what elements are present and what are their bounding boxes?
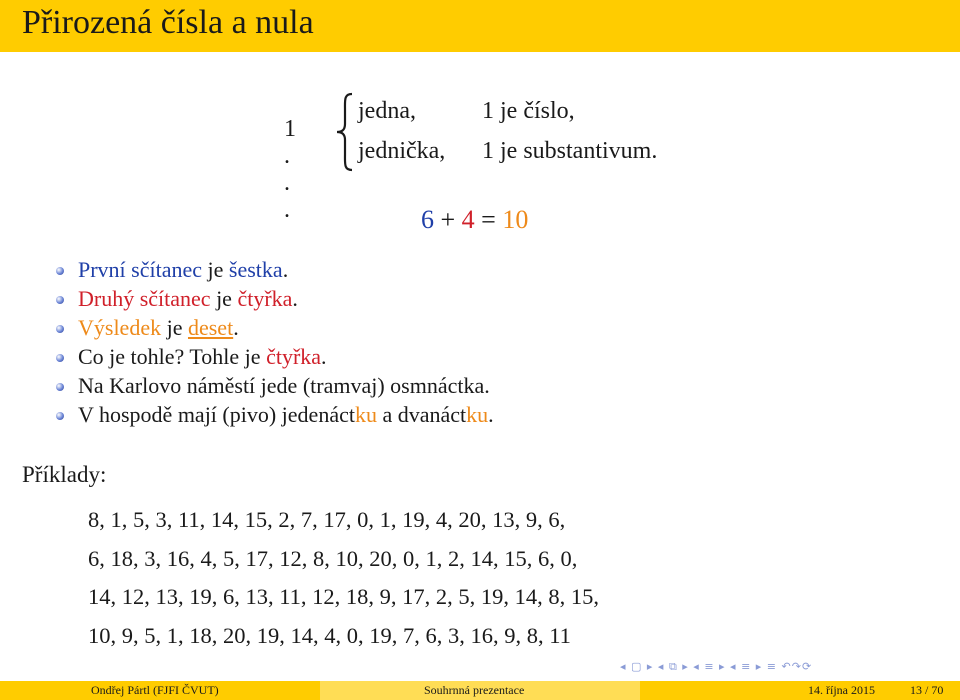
footer-presentation: Souhrnná prezentace bbox=[424, 683, 525, 697]
bullet-text-part: V hospodě mají (pivo) jedenáct bbox=[78, 402, 355, 427]
brace-meaning-1: 1 je číslo, bbox=[482, 98, 575, 124]
footer-author: Ondřej Pártl (FJFI ČVUT) bbox=[91, 683, 219, 697]
number-sequence bbox=[88, 507, 599, 661]
equation-plus: + bbox=[440, 205, 456, 234]
bullet-text-part: a dvanáct bbox=[376, 402, 467, 427]
footer bbox=[0, 681, 960, 700]
number-row: 8, 1, 5, 3, 11, 14, 15, 2, 7, 17, 0, 1, 19, 4, 20, 13, 9, 6, bbox=[88, 507, 566, 532]
bullet-text-part: . bbox=[321, 344, 327, 369]
left-brace-icon bbox=[334, 92, 356, 172]
bullet-text bbox=[78, 402, 494, 428]
bullet-text-part: . bbox=[292, 286, 298, 311]
bullet-text-part: ku bbox=[466, 402, 489, 427]
bullet-text bbox=[78, 286, 298, 312]
bullet-icon bbox=[56, 354, 64, 362]
bullet-text bbox=[78, 373, 490, 399]
bullet-icon bbox=[56, 383, 64, 391]
equation-addend-2: 4 bbox=[461, 205, 475, 234]
bullet-text-part: je bbox=[210, 286, 238, 311]
bullet-text-part: čtyřka bbox=[237, 286, 293, 311]
brace-lead: 1 . . . bbox=[284, 116, 296, 223]
bullet-text-part: První sčítanec bbox=[78, 257, 203, 282]
slide-title: Přirozená čísla a nula bbox=[22, 4, 314, 41]
footer-date: 14. října 2015 bbox=[808, 683, 875, 697]
bullet-text-part: Druhý sčítanec bbox=[78, 286, 211, 311]
title-bar bbox=[0, 0, 960, 52]
bullet-icon bbox=[56, 267, 64, 275]
bullet-text-part: . bbox=[233, 315, 239, 340]
footer-author-section bbox=[0, 681, 320, 700]
number-row: 14, 12, 13, 19, 6, 13, 11, 12, 18, 9, 17, 2, 5, 19, 14, 8, 15, bbox=[88, 584, 600, 609]
navigation-symbols[interactable]: ◂ ▢ ▸ ◂ ⧉ ▸ ◂ ≡ ▸ ◂ ≡ ▸ ≡ ↶↷⟳ bbox=[620, 660, 813, 673]
bullet-text bbox=[78, 344, 327, 370]
number-row: 6, 18, 3, 16, 4, 5, 17, 12, 8, 10, 20, 0, 1, 2, 14, 15, 6, 0, bbox=[88, 545, 578, 571]
footer-page-number: 13 / 70 bbox=[910, 683, 944, 697]
bullet-text-part: Výsledek bbox=[78, 315, 162, 340]
bullet-text-part: čtyřka bbox=[266, 344, 322, 369]
footer-title-section bbox=[320, 681, 640, 700]
footer-date-section bbox=[640, 681, 960, 700]
bullet-icon bbox=[56, 412, 64, 420]
bullet-text-part: ku bbox=[354, 402, 377, 427]
bullet-text-part: Na Karlovo náměstí jede (tramvaj) osmnáctka. bbox=[78, 373, 490, 398]
bullet-text bbox=[78, 315, 239, 341]
bullet-text-part: . bbox=[282, 257, 289, 282]
bullet-text bbox=[78, 257, 288, 283]
examples-label: Příklady: bbox=[22, 462, 107, 487]
bullet-text-part: Co je tohle? Tohle je bbox=[78, 344, 267, 369]
equation-equals: = bbox=[481, 205, 496, 234]
bullet-text-part: šestka bbox=[228, 257, 283, 282]
bullet-text-part: je bbox=[202, 257, 229, 282]
bullet-icon bbox=[56, 325, 64, 333]
bullet-text-part: je bbox=[161, 315, 188, 340]
bullet-icon bbox=[56, 296, 64, 304]
brace-word-1: jedna, bbox=[358, 98, 416, 124]
brace-meaning-2: 1 je substantivum. bbox=[482, 138, 658, 164]
bullet-text-part: deset bbox=[187, 315, 234, 340]
bullet-text-part: . bbox=[488, 402, 494, 427]
equation-addend-1: 6 bbox=[421, 205, 434, 234]
equation-result: 10 bbox=[502, 205, 529, 234]
number-row: 10, 9, 5, 1, 18, 20, 19, 14, 4, 0, 19, 7, 6, 3, 16, 9, 8, 11 bbox=[88, 622, 571, 648]
brace-word-2: jednička, bbox=[358, 138, 446, 164]
equation bbox=[421, 205, 528, 235]
